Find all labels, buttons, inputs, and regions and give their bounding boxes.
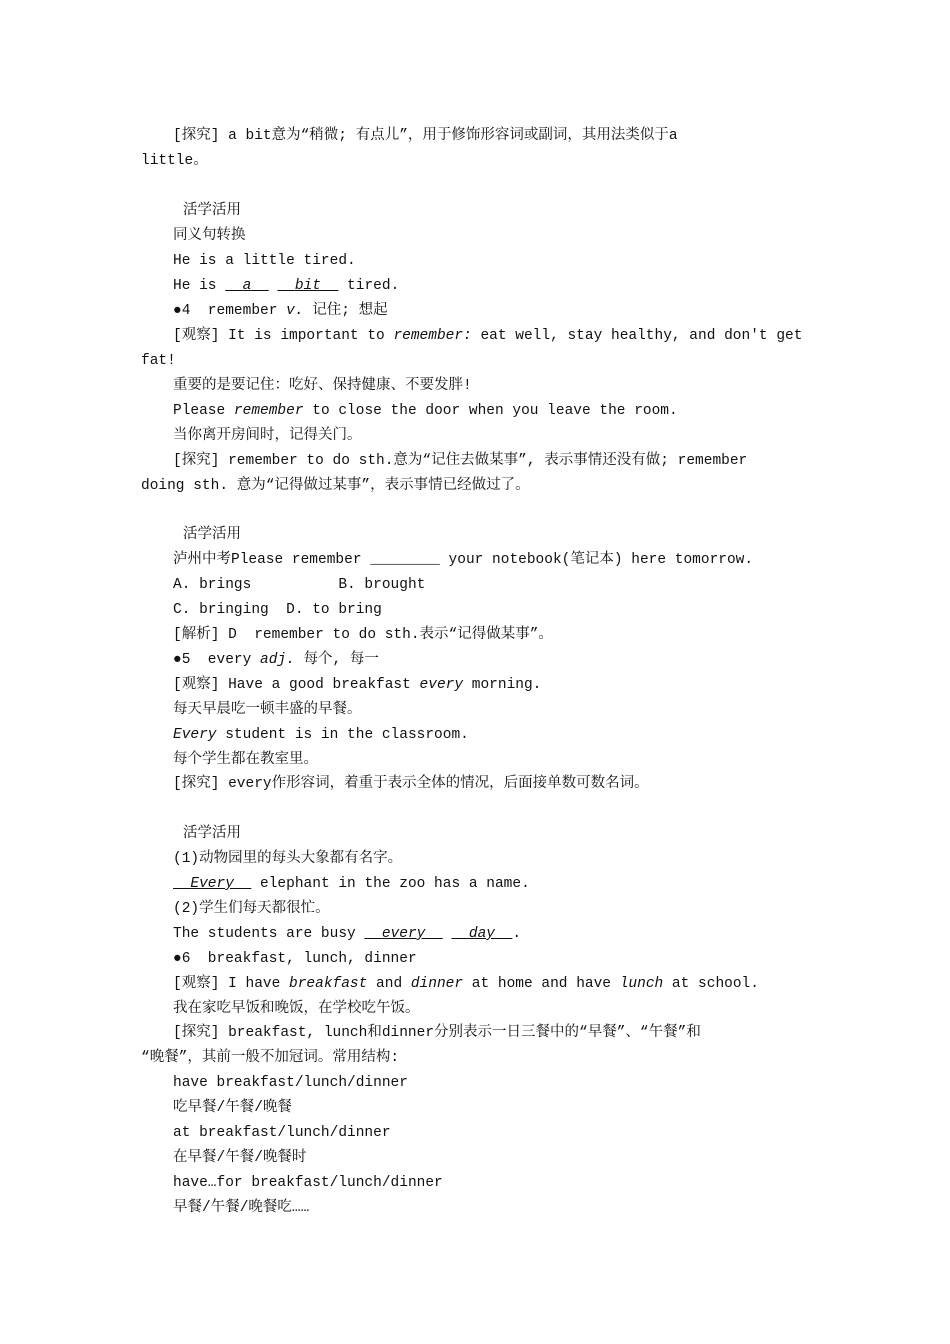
practice-heading: 活学活用 <box>183 203 241 219</box>
explore-text-cont: doing sth. 意为“记得做过某事”，表示事情已经做过了。 <box>141 478 530 494</box>
answer-blank: Every <box>190 876 234 892</box>
options-ab: A. brings B. brought <box>173 577 426 593</box>
explore-text: [探究] remember to do sth.意为“记住去做某事”, 表示事情还没有做; remember <box>173 453 748 469</box>
observe-text: [观察] Have a good breakfast every morning. <box>173 677 542 693</box>
answer-line-1: Every elephant in the zoo has a name. <box>173 874 530 894</box>
example-sentence: Please remember to close the door when you leave the room. <box>173 403 678 419</box>
sentence-part: He is <box>173 278 226 294</box>
options-cd: C. bringing D. to bring <box>173 602 382 618</box>
phrase-translation: 在早餐/午餐/晚餐时 <box>173 1150 307 1166</box>
example-sentence: Every student is in the classroom. <box>173 727 469 743</box>
translation: 重要的是要记住：吃好、保持健康、不要发胖! <box>173 378 472 394</box>
translation: 当你离开房间时，记得关门。 <box>173 428 362 444</box>
phrase-translation: 吃早餐/午餐/晚餐 <box>173 1100 292 1116</box>
explore-text-cont: little。 <box>141 153 208 169</box>
observe-text: [观察] I have breakfast and dinner at home and have lunch at school. <box>173 976 759 992</box>
explore-text: [探究] every作形容词，着重于表示全体的情况，后面接单数可数名词。 <box>173 776 649 792</box>
entry-heading-remember: ●4 remember v. 记住; 想起 <box>173 303 388 319</box>
translation: 每天早晨吃一顿丰盛的早餐。 <box>173 702 362 718</box>
explore-text: [探究] breakfast, lunch和dinner分别表示一日三餐中的“早餐”、“午餐”和 <box>173 1025 701 1041</box>
phrase: have…for breakfast/lunch/dinner <box>173 1175 443 1191</box>
translation: 每个学生都在教室里。 <box>173 752 318 768</box>
answer-blank: bit <box>294 278 321 294</box>
answer-line-2: The students are busy every day . <box>173 926 522 942</box>
question: 泸州中考Please remember ________ your notebook(笔记本) here tomorrow. <box>173 552 754 568</box>
answer-blank: day <box>468 926 495 942</box>
phrase: at breakfast/lunch/dinner <box>173 1125 391 1141</box>
phrase: have breakfast/lunch/dinner <box>173 1075 408 1091</box>
question-2: (2)学生们每天都很忙。 <box>173 901 330 917</box>
explore-text: [探究] a bit意为“稍微; 有点儿”，用于修饰形容词或副词，其用法类似于a <box>173 128 678 144</box>
entry-heading-every: ●5 every adj. 每个, 每一 <box>173 652 379 668</box>
phrase-translation: 早餐/午餐/晚餐吃…… <box>173 1200 310 1216</box>
explore-text-cont: “晚餐”，其前一般不加冠词。常用结构: <box>141 1050 400 1066</box>
entry-heading-meals: ●6 breakfast, lunch, dinner <box>173 951 417 967</box>
question-1: (1)动物园里的每头大象都有名字。 <box>173 851 403 867</box>
observe-text: [观察] It is important to remember: eat well, stay healthy, and don't get <box>173 328 803 344</box>
answer-blank: every <box>381 926 426 942</box>
converted-sentence <box>173 276 399 296</box>
practice-heading: 活学活用 <box>183 527 241 543</box>
analysis: [解析] D remember to do sth.表示“记得做某事”。 <box>173 627 553 643</box>
translation: 我在家吃早饭和晚饭，在学校吃午饭。 <box>173 1001 420 1017</box>
sentence-part: tired. <box>338 278 400 294</box>
practice-heading: 活学活用 <box>183 826 241 842</box>
answer-blank: a <box>242 278 252 294</box>
original-sentence: He is a little tired. <box>173 253 356 269</box>
task-title: 同义句转换 <box>173 228 246 244</box>
observe-text-cont: fat! <box>141 353 176 369</box>
